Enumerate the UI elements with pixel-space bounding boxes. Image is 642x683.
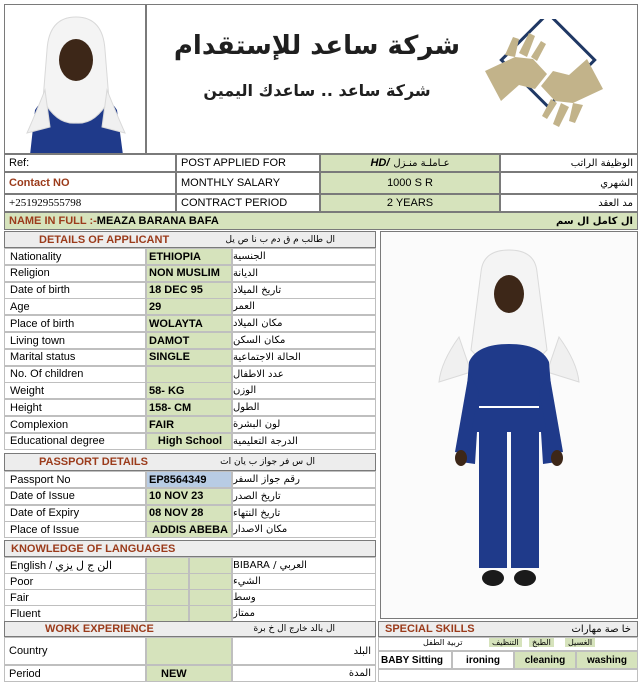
language-label-ar: وسط: [232, 589, 376, 606]
post-applied-label: POST APPLIED FOR: [176, 154, 320, 172]
detail-label: Living town: [4, 332, 146, 349]
work-country-label: Country: [4, 637, 146, 665]
detail-value: High School: [146, 433, 232, 450]
post-value-ar: عـاملـة منـزل: [393, 157, 450, 169]
work-title-ar: ال بالد خارج ال خ برة: [253, 624, 335, 634]
header-photo-box: [4, 4, 146, 154]
detail-label-ar: الجنسية: [232, 248, 376, 265]
detail-label: Date of birth: [4, 282, 146, 299]
post-value-en: HD/: [370, 157, 390, 169]
work-title: WORK EXPERIENCE: [45, 623, 154, 635]
language-value: [146, 557, 189, 574]
detail-row: [4, 382, 376, 399]
monthly-salary-label: MONTHLY SALARY: [176, 172, 320, 194]
applicant-photo-small: [5, 5, 146, 154]
work-period-value: NEW: [146, 665, 232, 682]
detail-row: [4, 265, 376, 282]
skill-baby-sitting-label: BABY Sitting: [381, 654, 444, 666]
passport-label-ar: مكان الاصدار: [232, 521, 376, 538]
passport-row: [4, 505, 376, 522]
language-row: [4, 605, 376, 622]
detail-label-ar: الطول: [232, 399, 376, 416]
skills-title: SPECIAL SKILLS: [385, 623, 475, 635]
passport-header: [4, 453, 376, 471]
name-in-full-row: [4, 212, 638, 230]
detail-label-ar: مكان السكن: [232, 332, 376, 349]
detail-row: [4, 399, 376, 416]
skills-en-row: [378, 651, 638, 669]
passport-row: [4, 521, 376, 538]
language-row: [4, 573, 376, 590]
language-value: [146, 573, 189, 590]
detail-label: Marital status: [4, 349, 146, 366]
passport-label-ar: رقم جواز السفر: [232, 471, 376, 488]
monthly-salary-value: 1000 S R: [320, 172, 500, 194]
work-period-label: Period: [4, 665, 146, 682]
work-header: [4, 621, 376, 637]
detail-label: Age: [4, 298, 146, 315]
detail-label-ar: لون البشرة: [232, 416, 376, 433]
work-period-ar: المدة: [232, 665, 376, 682]
skill-ironing: ironing: [452, 651, 514, 669]
work-country-ar: البلد: [232, 637, 376, 665]
details-header: [4, 231, 376, 248]
detail-value: 29: [146, 298, 232, 315]
detail-label: Nationality: [4, 248, 146, 265]
detail-value: FAIR: [146, 416, 232, 433]
detail-value: NON MUSLIM: [146, 265, 232, 282]
details-title-ar: ال طالب م ق دم ب نا ص يل: [225, 234, 335, 245]
passport-value: EP8564349: [146, 471, 232, 488]
detail-row: [4, 332, 376, 349]
skills-ar-row: [378, 637, 638, 651]
language-row: [4, 557, 376, 574]
contract-period-value: 2 YEARS: [320, 194, 500, 212]
language-level-cell: [189, 573, 232, 590]
passport-value: 10 NOV 23: [146, 488, 232, 505]
detail-row: [4, 282, 376, 299]
period-label-ar: مد العقد: [500, 194, 638, 212]
detail-label-ar: العمر: [232, 298, 376, 315]
language-level-cell: [189, 605, 232, 622]
skill-cleaning: cleaning: [514, 651, 576, 669]
language-label: Fair: [4, 589, 146, 606]
detail-label-ar: الوزن: [232, 382, 376, 399]
post-label-ar: الوظيفة الراتب: [500, 154, 638, 172]
detail-label: Height: [4, 399, 146, 416]
skill-ar-cooking: الطبخ: [529, 638, 554, 647]
passport-row: [4, 471, 376, 488]
detail-value: DAMOT: [146, 332, 232, 349]
passport-label: Date of Expiry: [4, 505, 146, 522]
detail-label-ar: مكان الميلاد: [232, 315, 376, 332]
company-banner: [146, 4, 638, 154]
language-level-cell: [189, 557, 232, 574]
details-title: DETAILS OF APPLICANT: [39, 233, 170, 246]
language-label: Poor: [4, 573, 146, 590]
skill-washing: washing: [576, 651, 638, 669]
detail-label-ar: الدرجة التعليمية: [232, 433, 376, 450]
contact-label: Contact NO: [4, 172, 176, 194]
name-label-ar: ال كامل ال سم: [555, 215, 633, 227]
detail-row: [4, 416, 376, 433]
skill-baby-sitting: [378, 651, 452, 669]
detail-row: [4, 433, 376, 450]
language-label: Fluent: [4, 605, 146, 622]
languages-title: KNOWLEDGE OF LANGUAGES: [11, 542, 176, 555]
language-label-ar: العربي / BIBARA: [232, 557, 376, 574]
skills-title-ar: خا صة مهارات: [571, 623, 631, 635]
skills-header: [378, 621, 638, 637]
detail-value: ETHIOPIA: [146, 248, 232, 265]
detail-label: Weight: [4, 382, 146, 399]
company-logo-hands-icon: [475, 19, 615, 143]
detail-value: [146, 366, 232, 383]
language-value: [146, 605, 189, 622]
company-tagline-ar: شركة ساعد .. ساعدك اليمين: [203, 81, 431, 100]
passport-label: Passport No: [4, 471, 146, 488]
passport-label-ar: تاريخ الصدر: [232, 488, 376, 505]
language-level-cell: [189, 589, 232, 606]
contract-period-label: CONTRACT PERIOD: [176, 194, 320, 212]
language-label-ar: ممتاز: [232, 605, 376, 622]
skill-ar-washing: الغسيل: [565, 638, 595, 647]
skills-empty-row: [378, 669, 638, 682]
salary-label-ar: الشهري: [500, 172, 638, 194]
work-country-value: [146, 637, 232, 665]
post-applied-value: [320, 154, 500, 172]
passport-row: [4, 488, 376, 505]
passport-label: Place of Issue: [4, 521, 146, 538]
full-photo-box: [380, 231, 638, 619]
detail-label: Religion: [4, 265, 146, 282]
language-row: [4, 589, 376, 606]
contact-value: +251929555798: [4, 194, 176, 212]
full-name-value: MEAZA BARANA BAFA: [96, 215, 219, 227]
passport-label-ar: تاريخ النتهاء: [232, 505, 376, 522]
detail-label: Educational degree: [4, 433, 146, 450]
language-label: English / الن ج ل يزي: [4, 557, 146, 574]
skill-ar-cleaning: التنظيف: [489, 638, 522, 647]
detail-value: WOLAYTA: [146, 315, 232, 332]
passport-value: ADDIS ABEBA: [146, 521, 232, 538]
detail-label-ar: عدد الاطفال: [232, 366, 376, 383]
detail-value: 18 DEC 95: [146, 282, 232, 299]
detail-value: 158- CM: [146, 399, 232, 416]
language-label-ar: الشيء: [232, 573, 376, 590]
passport-title: PASSPORT DETAILS: [39, 456, 148, 468]
language-value: [146, 589, 189, 606]
detail-label-ar: الديانة: [232, 265, 376, 282]
detail-label: Complexion: [4, 416, 146, 433]
detail-row: [4, 298, 376, 315]
detail-label: No. Of children: [4, 366, 146, 383]
passport-label: Date of Issue: [4, 488, 146, 505]
detail-label-ar: الحالة الاجتماعية: [232, 349, 376, 366]
detail-row: [4, 349, 376, 366]
detail-label: Place of birth: [4, 315, 146, 332]
name-label: NAME IN FULL :-: [9, 215, 97, 227]
ref-label: Ref:: [4, 154, 176, 172]
company-name-ar: شركة ساعد للإستقدام: [173, 31, 461, 61]
detail-value: 58- KG: [146, 382, 232, 399]
detail-row: [4, 366, 376, 383]
detail-label-ar: تاريخ الميلاد: [232, 282, 376, 299]
detail-row: [4, 248, 376, 265]
skill-ar-baby: تربية الطفل: [423, 638, 463, 647]
detail-value: SINGLE: [146, 349, 232, 366]
passport-title-ar: ال س فر جواز ب يان ات: [220, 457, 315, 467]
languages-header: [4, 540, 376, 557]
detail-row: [4, 315, 376, 332]
applicant-photo-full: [381, 232, 638, 619]
passport-value: 08 NOV 28: [146, 505, 232, 522]
